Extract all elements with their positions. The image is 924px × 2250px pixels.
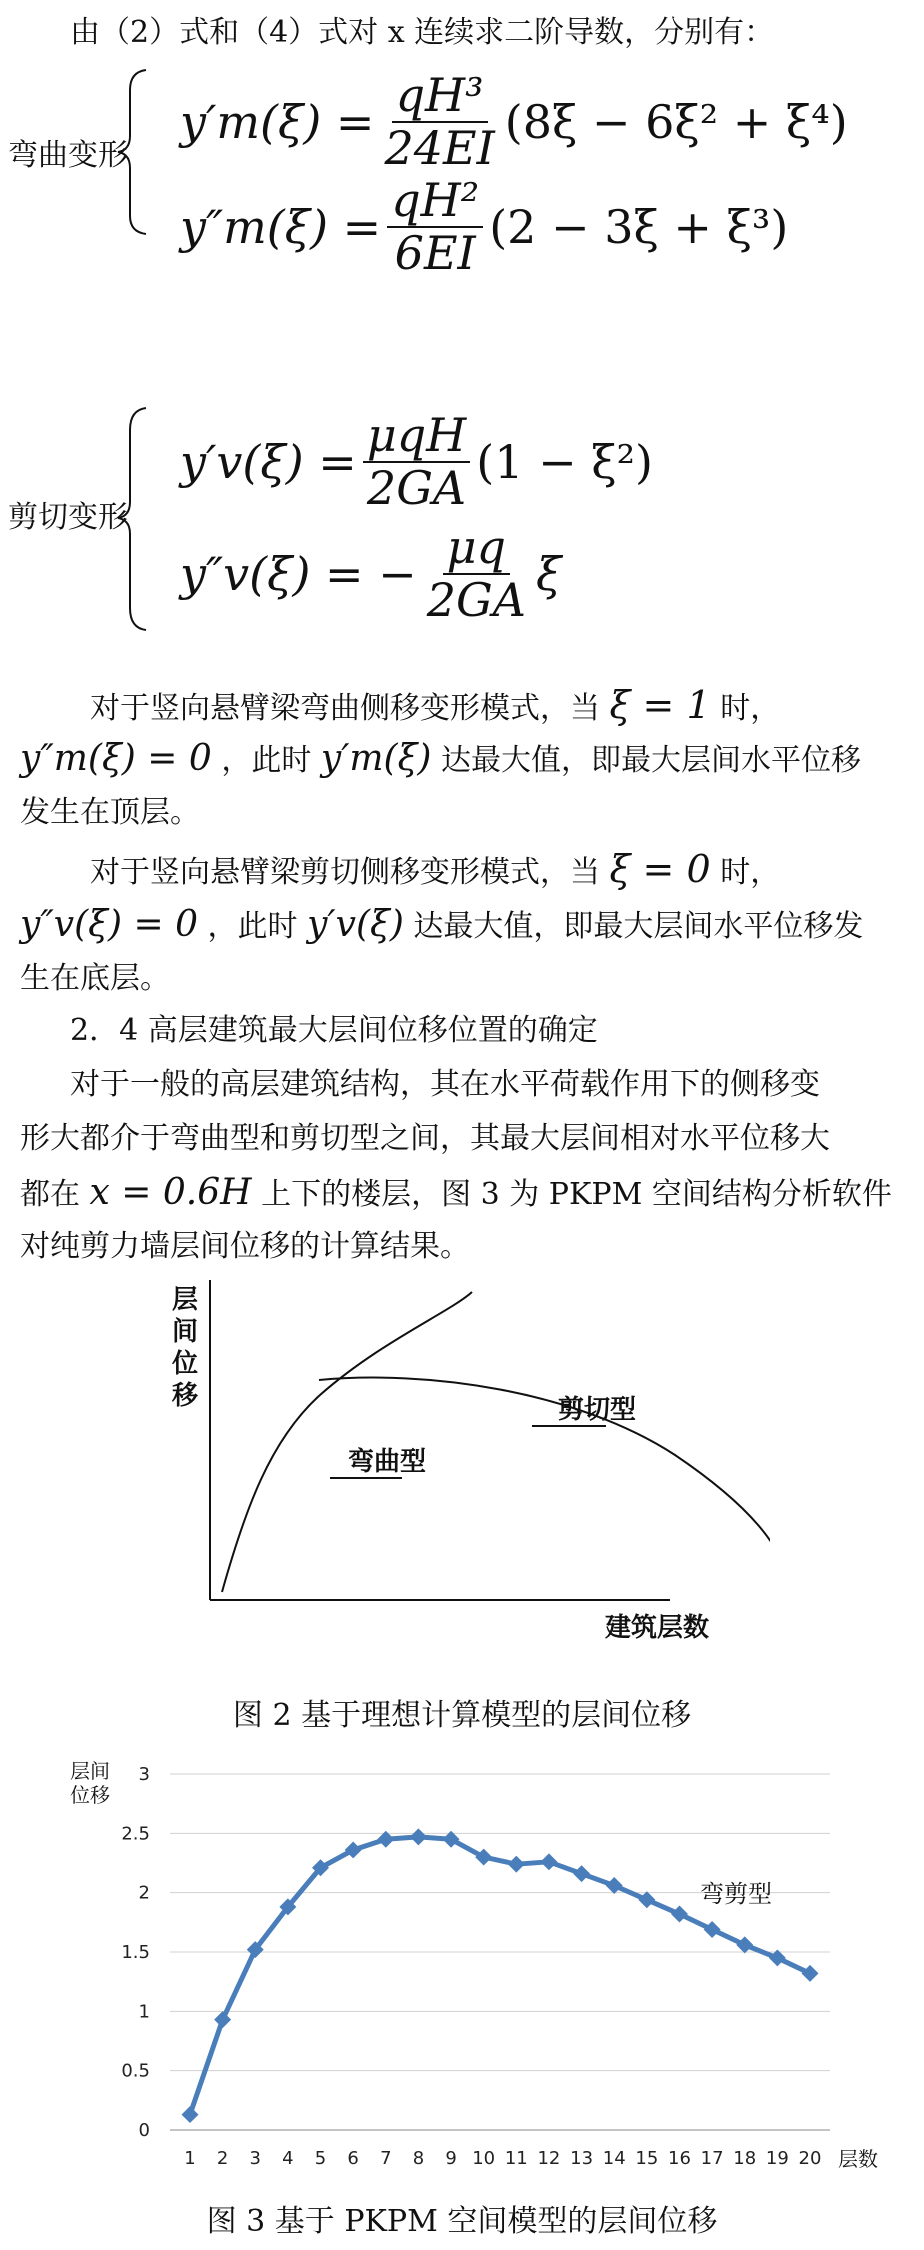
shear-eq1-rhs: (1 − ξ²) [476,434,654,489]
bending-eq1-rhs: (8ξ − 6ξ² + ξ⁴) [504,94,848,149]
data-point [736,1936,753,1953]
data-point [802,1965,819,1982]
para2-tail: 达最大值，即最大层间水平位移发 [413,909,864,944]
figure-3-caption: 图 3 基于 PKPM 空间模型的层间位移 [206,2204,718,2239]
x-tick-label: 14 [602,2148,626,2169]
para2-math2: y′v(ξ) [307,904,404,945]
figure-3-chart [40,1750,900,2190]
x-tick-label: 20 [798,2148,822,2169]
data-point [540,1853,557,1870]
para2-text-b: 时， [720,855,781,890]
para1-text-b: 时， [720,691,781,726]
x-tick-label: 16 [668,2148,691,2169]
para2-line3: 生在底层。 [20,961,170,996]
para1-text-a: 对于竖向悬臂梁弯曲侧移变形模式，当 [90,691,600,726]
para1-tail: 达最大值，即最大层间水平位移 [441,743,862,778]
data-point [638,1891,655,1908]
fig2-y-label-2: 间 [172,1317,199,1347]
para1-math1: y″m(ξ) = 0 [20,738,212,779]
para2-math1: y″v(ξ) = 0 [20,904,198,945]
shear-eq2-rhs: ξ [535,546,562,601]
para3-line3 [20,1166,892,1222]
para1-line2 [20,732,861,788]
y-tick-label: 3 [138,1764,150,1785]
fig2-bending-curve [222,1292,472,1592]
bending-eq1 [180,70,848,173]
x-tick-label: 8 [412,2148,425,2169]
para1-mid: ，此时 [221,743,312,778]
x-tick-label: 11 [504,2148,528,2169]
x-tick-label: 17 [700,2148,724,2169]
shear-eq2-num: μq [443,522,510,575]
shear-eq1-num: μqH [363,410,470,463]
x-tick-label: 1 [184,2148,196,2169]
data-point [573,1865,590,1882]
shear-eq1-lhs: y′v(ξ) = [180,434,357,489]
x-tick-label: 10 [472,2148,496,2169]
y-tick-label: 2.5 [121,1823,150,1845]
series-line [190,1837,810,2115]
data-point [671,1906,688,1923]
x-tick-label: 6 [347,2148,359,2169]
shear-eq2-den: 2GA [426,572,526,627]
data-point [508,1856,525,1873]
y-tick-label: 1 [138,2001,150,2023]
y-tick-label: 2 [138,1882,150,1904]
y-tick-label: 0.5 [121,2060,150,2082]
bending-brace [112,66,152,238]
bending-label: 弯曲变形 [8,138,128,173]
intro-text: 由（2）式和（4）式对 x 连续求二阶导数，分别有： [70,15,775,50]
para1-line3: 发生在顶层。 [20,795,200,830]
shear-eq1 [180,410,653,513]
data-point [606,1877,623,1894]
shear-eq2 [180,522,561,625]
para3-line4: 对纯剪力墙层间位移的计算结果。 [20,1229,470,1264]
bending-eq1-den: 24EI [384,120,495,175]
x-tick-label: 5 [314,2148,327,2169]
fig2-x-label: 建筑层数 [605,1613,710,1643]
para3-math: x = 0.6H [89,1172,252,1213]
section-heading: 2．4 高层建筑最大层间位移位置的确定 [70,1013,598,1048]
y-axis-label-line1: 层间 [70,1759,110,1783]
para3-line2: 形大都介于弯曲型和剪切型之间，其最大层间相对水平位移大 [20,1121,830,1156]
shear-eq2-lhs: y″v(ξ) = − [180,546,417,601]
bending-eq2-den: 6EI [394,225,476,280]
x-tick-label: 12 [537,2148,561,2169]
x-axis-label: 层数 [838,2147,878,2171]
series-label: 弯剪型 [700,1880,772,1908]
x-tick-label: 15 [635,2148,659,2169]
x-tick-label: 19 [765,2148,789,2169]
x-tick-label: 13 [570,2148,594,2169]
bending-eq1-lhs: y′m(ξ) = [180,94,375,149]
para2-line2 [20,898,863,954]
bending-eq2-lhs: y″m(ξ) = [180,199,382,254]
x-tick-label: 9 [445,2148,457,2169]
data-point [182,2106,199,2123]
para1-math2: y′m(ξ) [320,738,432,779]
fig2-shear-label: 剪切型 [558,1395,637,1425]
shear-brace [112,404,152,634]
bending-eq2-num: qH² [387,175,483,228]
para2-line1 [90,842,780,900]
x-tick-label: 18 [733,2148,757,2169]
x-tick-label: 2 [216,2148,229,2169]
para3-line1: 对于一般的高层建筑结构，其在水平荷载作用下的侧移变 [70,1067,820,1102]
fig2-y-label-1: 层 [172,1285,199,1315]
figure-2-caption: 图 2 基于理想计算模型的层间位移 [232,1698,692,1733]
para2-text-a: 对于竖向悬臂梁剪切侧移变形模式，当 [90,855,600,890]
data-point [410,1828,427,1845]
x-tick-label: 7 [380,2148,392,2169]
bending-eq1-num: qH³ [392,70,488,123]
para1-line1 [90,678,780,736]
fig2-y-label-3: 位 [172,1349,199,1379]
bending-eq2 [180,175,788,278]
para1-condition: ξ = 1 [609,683,711,727]
y-tick-label: 1.5 [121,1942,150,1963]
x-tick-label: 4 [282,2148,294,2169]
y-axis-label-line2: 位移 [70,1783,110,1807]
para3-text-b: 上下的楼层，图 3 为 PKPM 空间结构分析软件 [261,1177,892,1212]
bending-eq2-rhs: (2 − 3ξ + ξ³) [489,199,789,254]
y-tick-label: 0 [138,2120,150,2141]
para2-mid: ，此时 [207,909,298,944]
para3-text-a: 都在 [20,1177,80,1212]
x-tick-label: 3 [249,2148,261,2169]
data-point [214,2011,231,2028]
fig2-y-label-4: 移 [172,1381,199,1411]
shear-label: 剪切变形 [8,500,128,535]
data-point [704,1921,721,1938]
figure-2-schematic [150,1270,770,1670]
fig2-bending-label: 弯曲型 [348,1447,427,1477]
shear-eq1-den: 2GA [366,460,467,515]
para2-condition: ξ = 0 [609,847,711,891]
